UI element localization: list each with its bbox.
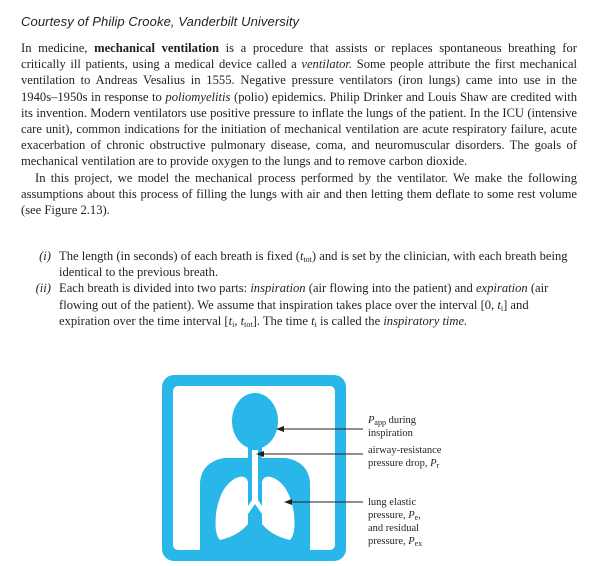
item2-var-ti2-sub: i xyxy=(232,319,235,329)
label3-p2: P xyxy=(408,536,415,547)
item2-var-ti2: t xyxy=(228,313,233,328)
p1-italic-ventilator: ventilator. xyxy=(301,57,353,72)
label3-sub: e xyxy=(414,513,419,522)
label3-p: P xyxy=(408,510,415,521)
item2-var-ti3: t xyxy=(311,313,315,328)
label3-line2b: , xyxy=(418,510,421,521)
item2-italic-expiration: expiration xyxy=(475,281,528,296)
label2-line2a: pressure drop, xyxy=(368,458,431,469)
paragraph-2: In this project, we model the mechanical process performed by the ventilator. We make the following assumptions about this process of filling the lungs with air and then letting them deflate to some rest volume (see Figure 2.13). xyxy=(21,170,577,218)
item2-var-ti-sub: i xyxy=(500,303,504,313)
item1-var-sub: tot xyxy=(303,255,312,264)
list-item xyxy=(21,280,577,329)
item2-var-tt-sub: tot xyxy=(244,319,253,329)
label2-sub: r xyxy=(436,461,440,470)
label3-line2a: pressure, xyxy=(368,510,409,521)
list-item-number: (ii) xyxy=(35,281,51,296)
label1-line1 xyxy=(368,415,416,426)
item1-text-a: The length (in seconds) of each breath is fixed ( xyxy=(59,249,300,263)
label-lung-elastic xyxy=(368,496,422,548)
label1-rest: during xyxy=(385,415,417,426)
label-app-pressure xyxy=(368,414,416,440)
p1-text-3: Some people attribute the first mechanical ventilation to Andreas Vesalius in 1555. Negative pressure ventilators (iron lungs) came into use in the 1940s–1950s in response to xyxy=(21,57,577,104)
item1-text-b: ) and is set by the clinician, with each breath being identical to the previous breath. xyxy=(59,249,568,280)
item2-text-g: is called the xyxy=(316,313,384,328)
assumption-list xyxy=(21,248,577,329)
item2-italic-inspiratory-time: inspiratory time. xyxy=(383,313,468,328)
label1-line2: inspiration xyxy=(368,428,413,439)
item2-var-ti3-sub: i xyxy=(314,319,317,329)
p1-text-4: (polio) epidemics. Philip Drinker and Louis Shaw are credited with its invention. Modern ventilators use positive pressure to inflate the lungs of the patient. In the ICU (intensive care unit), common indications for the initiation of mechanical ventilation are acute respiratory failure, acute exacerbation of chronic obstructive pulmonary disease, coma, and neuromuscular disorders. The goals of mechanical ventilation are to provide oxygen to the lungs and to remove carbon dioxide. xyxy=(21,89,577,169)
item2-var-tt: t xyxy=(240,313,245,328)
item1-var-t: t xyxy=(299,249,304,263)
label3-line1: lung elastic xyxy=(368,497,417,508)
label3-line4a: pressure, xyxy=(368,536,409,547)
paragraph-1 xyxy=(21,40,577,170)
label3-line3: and residual xyxy=(368,523,420,534)
p1-italic-polio: poliomyelitis xyxy=(165,89,231,104)
p1-bold-term: mechanical ventilation xyxy=(94,41,219,55)
item2-italic-inspiration: inspiration xyxy=(250,281,306,296)
item2-text-e: , xyxy=(234,313,241,328)
item2-text-d: ] and expiration over the time interval [ xyxy=(59,297,529,328)
trachea xyxy=(252,450,258,502)
ventilator-figure xyxy=(160,374,460,564)
list-item-text xyxy=(59,248,577,280)
item2-text-c: (air flowing out of the patient). We assume that inspiration takes place over the interval [0, xyxy=(59,281,549,312)
body-text xyxy=(21,40,577,218)
label1-p: P xyxy=(368,415,375,426)
item2-text-a: Each breath is divided into two parts: xyxy=(59,281,251,296)
label3-sub2: ex xyxy=(414,539,423,548)
item2-text-f: ]. The time xyxy=(252,313,312,328)
photo-credit: Courtesy of Philip Crooke, Vanderbilt University xyxy=(21,14,300,29)
label2-line1: airway-resistance xyxy=(368,445,442,456)
list-item-text xyxy=(59,280,577,329)
list-item-number: (i) xyxy=(39,249,51,263)
item2-var-ti: t xyxy=(497,297,501,312)
head-icon xyxy=(232,393,278,449)
label2-p: P xyxy=(430,458,437,469)
label-airway-resistance xyxy=(368,444,441,470)
list-item xyxy=(21,248,577,280)
p1-text-1: In medicine, xyxy=(21,41,95,55)
p1-text-2: is a procedure that assists or replaces spontaneous breathing for critically ill patients, using a medical device called a xyxy=(21,41,577,72)
label1-sub: app xyxy=(374,418,386,427)
item2-text-b: (air flowing into the patient) and xyxy=(305,281,476,296)
